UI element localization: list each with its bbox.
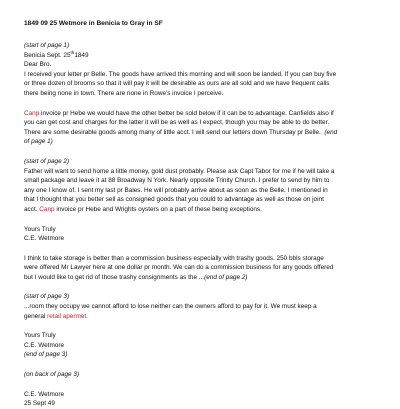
text-line [24, 312, 376, 322]
dateline [24, 51, 376, 61]
back-section [24, 370, 376, 409]
text-line: Father will want to send home a little money, gold dust probably. Please ask Capt Tabor for me if he will take a [24, 167, 335, 175]
text-line: small package and leave it at 88 Broadway N York. Nearly opposite Trinity Church. I prefer to send by him to [24, 177, 330, 185]
paragraph-2 [24, 109, 376, 147]
page-marker-end-2: (end of page 2) [204, 273, 248, 281]
document-title: 1849 09 25 Wetmore in Benicia to Gray in SF [24, 20, 163, 27]
text-span: invoice pr Hebe we would have the other better be sold below if it can be to advantage. Canfields also if [39, 109, 334, 117]
text-line: you can get cost and charges for the latter it will be as well as I expect, though you may be able to do better. [24, 119, 330, 127]
page-marker-start-3: (start of page 3) [24, 293, 70, 301]
paragraph-4 [24, 302, 376, 321]
text-line: ...room they occupy we cannot afford to lose neither can the owners afford to pay for it. We must keep a [24, 303, 317, 311]
text-span: general [24, 312, 48, 320]
dateline-suffix: th [70, 49, 75, 55]
text-line [24, 128, 376, 138]
highlighted-word: Canp [24, 109, 40, 117]
back-date: 25 Sept 49 [24, 400, 55, 408]
text-line: any one I know of. I sent my last pr Bales. He will probably arrive about as soon as the Belle. I mentioned in [24, 186, 328, 194]
postscript [24, 254, 376, 283]
paragraph-1 [24, 70, 376, 99]
page-marker-start-2: (start of page 2) [24, 157, 70, 165]
sign-off-1 [24, 225, 376, 244]
page-marker-start-1: (start of page 1) [24, 42, 70, 49]
text-span: invoice pr Hebe and Wrights oysters on a part of these being exceptions. [54, 205, 262, 213]
text-line: I think to take storage is better than a commission business especially with trashy goods. 250 bbls storage [24, 254, 324, 262]
text-line: I received your letter pr Belle. The goods have arrived this morning and will soon be landed. If you can buy five [24, 70, 337, 78]
text-span: There are some desirable goods among many of little acct. I will send our letters down Thursday pr Belle. [24, 128, 321, 136]
page-marker-back: (on back of page 3) [24, 371, 80, 379]
page-2-section [24, 157, 376, 283]
text-line: that I thought that you better sell as consigned goods that you could to advantage as well as those on joint [24, 196, 324, 204]
highlighted-word: retail apermet. [47, 312, 88, 320]
page-marker-end-1-cont: of page 1) [24, 138, 53, 146]
text-span: but I would like to get rid of those trashy consignments as the ... [24, 273, 205, 281]
signature: C.E. Wetmore [24, 235, 65, 243]
text-span: acct. [24, 205, 40, 213]
text-line [24, 109, 376, 119]
page-1-section [24, 41, 376, 147]
text-line [24, 273, 376, 283]
text-line: or three dozen of brooms so that it will pay it will be desirable as ours are all sold and we have frequent calls [24, 80, 330, 88]
page-marker-end-3: (end of page 3) [24, 351, 68, 359]
sign-off-2 [24, 331, 376, 360]
salutation: Dear Bro. [24, 61, 52, 69]
text-line [24, 205, 376, 215]
text-line: there being none in town. There are none in Rowe's invoice I perceive. [24, 89, 224, 97]
dateline-year: 1849 [74, 51, 89, 59]
page-marker-end-1: (end [324, 128, 338, 136]
page-3-section [24, 292, 376, 360]
signature: C.E. Wetmore [24, 390, 65, 398]
closing: Yours Truly [24, 225, 56, 233]
closing: Yours Truly [24, 332, 56, 340]
dateline-place: Benicia Sept. 25 [24, 51, 71, 59]
signature: C.E. Wetmore [24, 341, 65, 349]
text-line: were offered Mr Lawyer here at one dollar pr month. We can do a commission business for any goods offered [24, 264, 334, 272]
paragraph-3 [24, 167, 376, 215]
highlighted-word: Canp [39, 205, 55, 213]
